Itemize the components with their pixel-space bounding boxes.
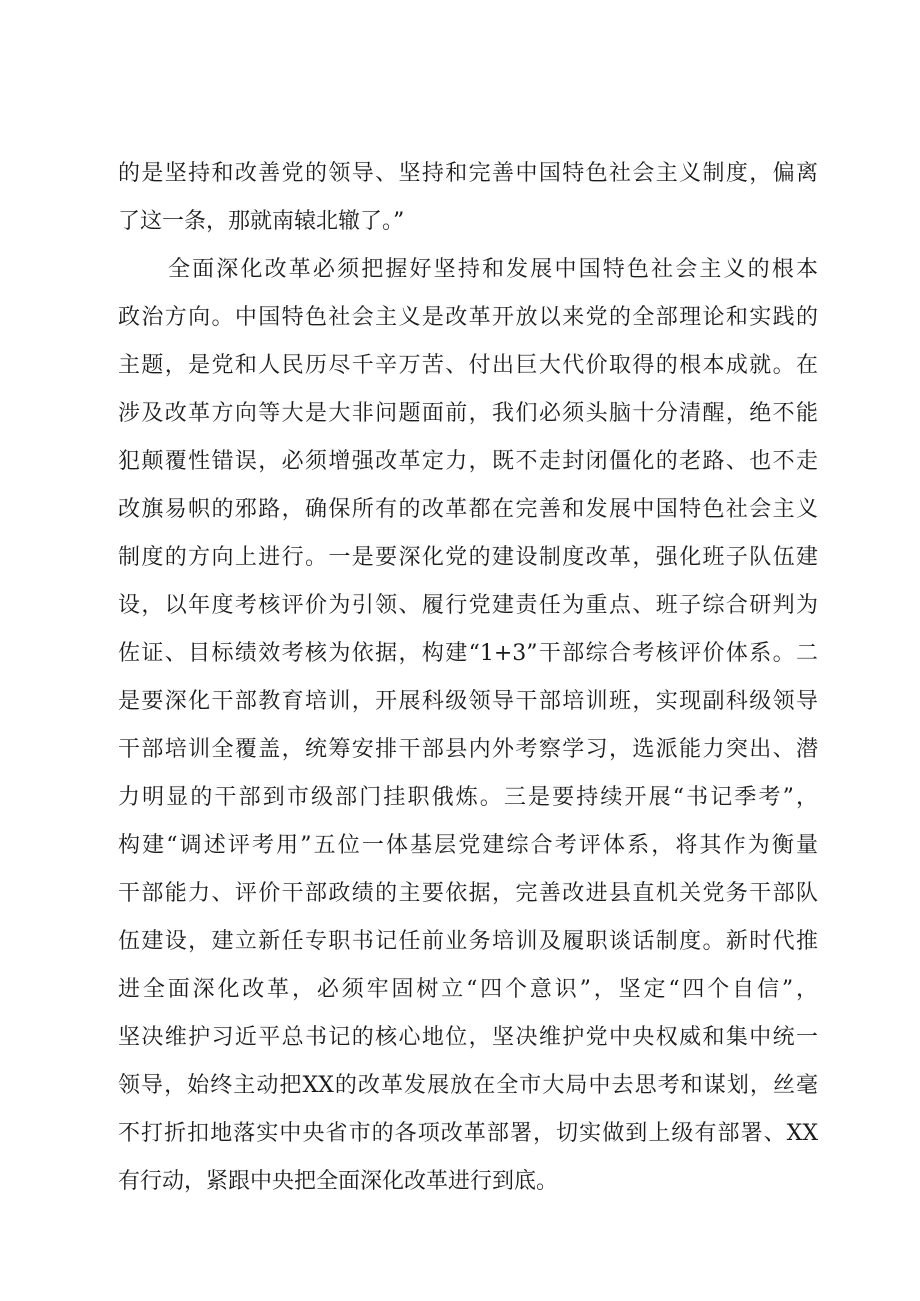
paragraph-line: 涉及改革方向等大是大非问题面前，我们必须头脑十分清醒，绝不能: [118, 401, 818, 426]
paragraph-line: 犯颠覆性错误，必须增强改革定力，既不走封闭僵化的老路、也不走: [118, 449, 818, 474]
continuation-line: 的是坚持和改善党的领导、坚持和完善中国特色社会主义制度，偏离: [118, 161, 818, 186]
paragraph-line: 进全面深化改革，必须牢固树立“四个意识”，坚定“四个自信”，: [118, 977, 818, 1002]
document-body: [118, 150, 818, 1206]
paragraph-line: 构建“调述评考用”五位一体基层党建综合考评体系，将其作为衡量: [118, 833, 818, 858]
continuation-line: 了这一条，那就南辕北辙了。”: [118, 209, 405, 234]
paragraph-line: 干部培训全覆盖，统筹安排干部县内外考察学习，选派能力突出、潜: [118, 737, 818, 762]
paragraph-line: 力明显的干部到市级部门挂职俄炼。三是要持续开展“书记季考”，: [118, 785, 818, 810]
paragraph-line: 佐证、目标绩效考核为依据，构建“1+3”干部综合考核评价体系。二: [118, 641, 818, 666]
paragraph-line: 政治方向。中国特色社会主义是改革开放以来党的全部理论和实践的: [118, 305, 818, 330]
paragraph-line: 制度的方向上进行。一是要深化党的建设制度改革，强化班子队伍建: [118, 545, 818, 570]
paragraph-line: 干部能力、评价干部政绩的主要依据，完善改进县直机关党务干部队: [118, 881, 818, 906]
paragraph-line: 不打折扣地落实中央省市的各项改革部署，切实做到上级有部署、XX: [118, 1121, 818, 1146]
paragraph-line: 领导，始终主动把XX的改革发展放在全市大局中去思考和谋划，丝毫: [118, 1073, 818, 1098]
paragraph-line: 设，以年度考核评价为引领、履行党建责任为重点、班子综合研判为: [118, 593, 818, 618]
paragraph-line: 全面深化改革必须把握好坚持和发展中国特色社会主义的根本: [168, 257, 818, 282]
paragraph-line: 有行动，紧跟中央把全面深化改革进行到底。: [118, 1169, 559, 1194]
paragraph-line: 是要深化干部教育培训，开展科级领导干部培训班，实现副科级领导: [118, 689, 818, 714]
paragraph-line: 伍建设，建立新任专职书记任前业务培训及履职谈话制度。新时代推: [118, 929, 818, 954]
paragraph-line: 主题，是党和人民历尽千辛万苦、付出巨大代价取得的根本成就。在: [118, 353, 818, 378]
paragraph-line: 坚决维护习近平总书记的核心地位，坚决维护党中央权威和集中统一: [118, 1025, 818, 1050]
paragraph-line: 改旗易帜的邪路，确保所有的改革都在完善和发展中国特色社会主义: [118, 497, 818, 522]
